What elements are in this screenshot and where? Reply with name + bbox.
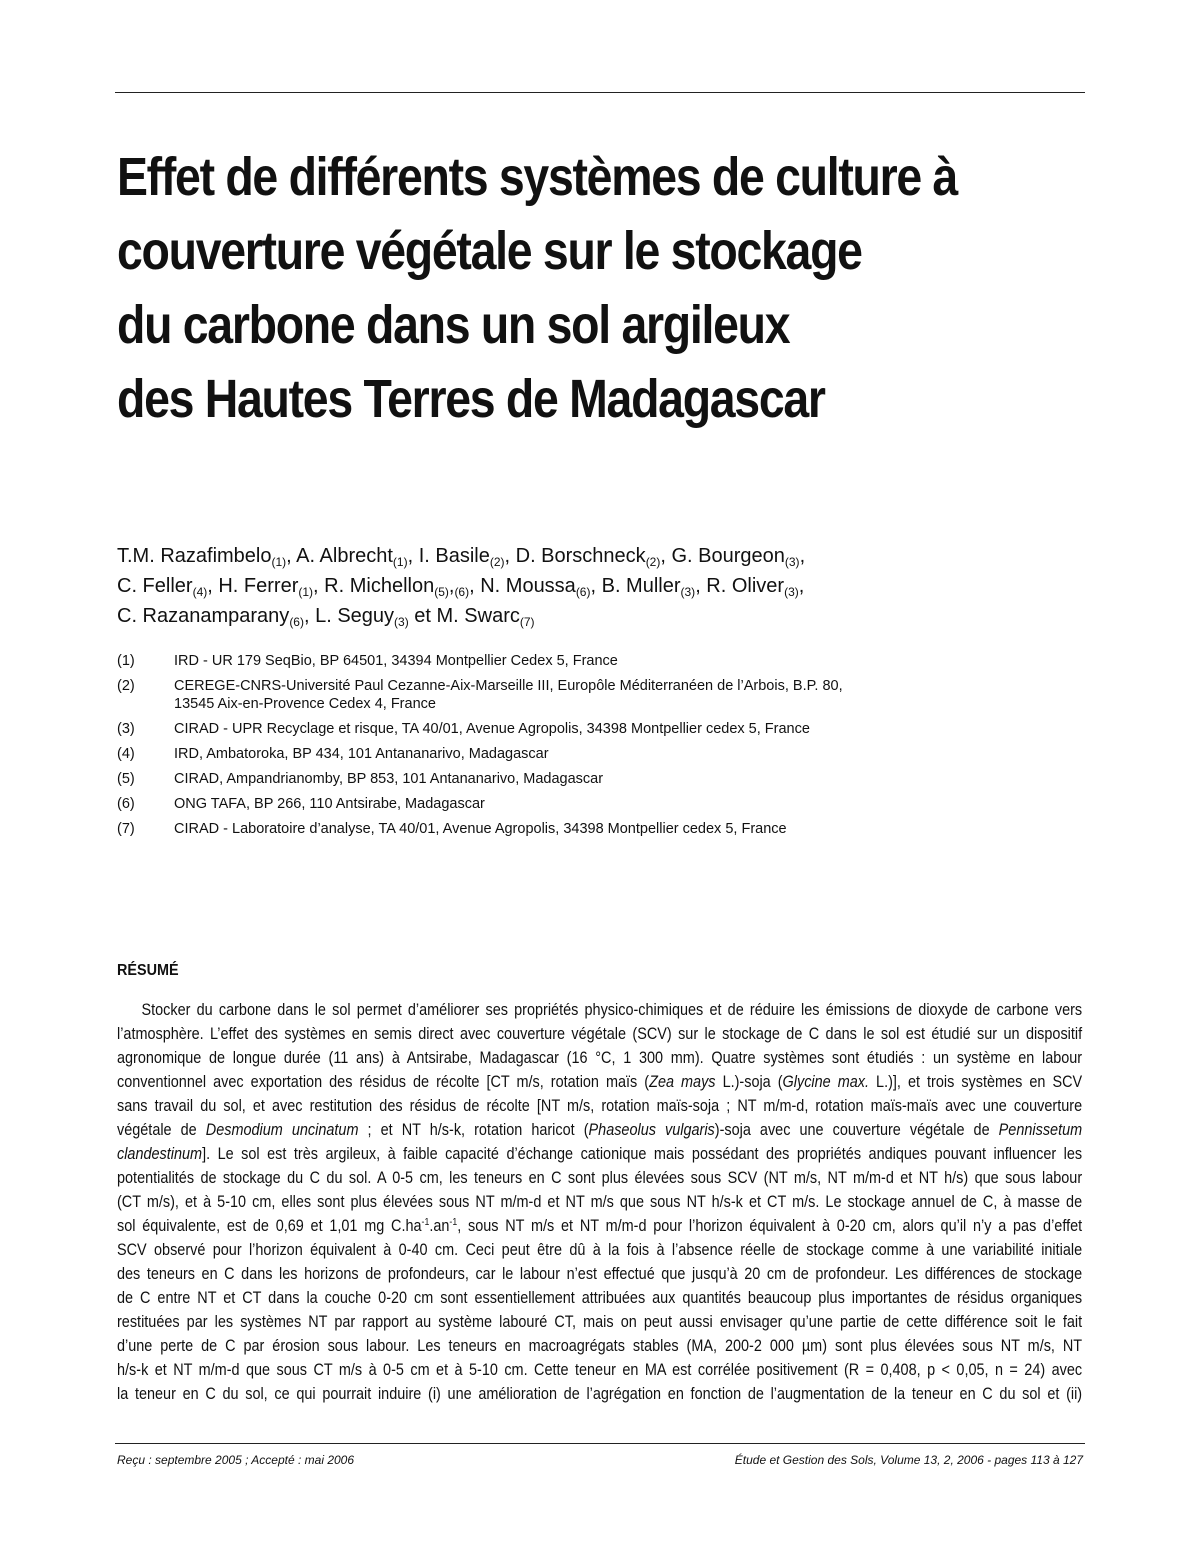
- affiliation-ref: (6): [454, 585, 470, 599]
- separator: ,: [448, 575, 455, 597]
- author-list: [117, 541, 1077, 631]
- affiliation-ref: (3): [680, 585, 696, 599]
- resume-line: [117, 1118, 1082, 1142]
- affiliation-ref: (1): [392, 555, 408, 569]
- resume-line: [117, 1070, 1082, 1094]
- species-name: Pennissetum: [998, 1121, 1083, 1139]
- resume-line: Stocker du carbone dans le sol permet d’améliorer ses propriétés physico-chimiques et de réduire les émissions de dioxyde de carbone vers: [141, 1001, 1083, 1019]
- affiliation-number: (3): [117, 721, 135, 737]
- author-name: , A. Albrecht: [286, 545, 393, 567]
- resume-line: de C entre NT et CT dans la couche 0-20 cm sont essentiellement attribuées aux quantités beaucoup plus importantes de résidus organiques: [117, 1289, 1083, 1307]
- author-name: et M. Swarc: [408, 605, 520, 627]
- affiliation-ref: (6): [289, 615, 304, 629]
- affiliation-item: [117, 652, 1077, 670]
- separator: ,: [799, 545, 806, 567]
- received-accepted-dates: Reçu : septembre 2005 ; Accepté : mai 2006: [117, 1453, 355, 1467]
- affiliation-ref: (1): [271, 555, 287, 569]
- resume-line: restituées par les systèmes NT par rapport au système labouré CT, mais on peut aussi envisager qu’une partie de cette différence soit le fait: [117, 1313, 1083, 1331]
- journal-citation: Étude et Gestion des Sols, Volume 13, 2, 2006 - pages 113 à 127: [734, 1453, 1083, 1467]
- affiliation-text: ONG TAFA, BP 266, 110 Antsirabe, Madagascar: [174, 796, 485, 812]
- resume-line: (CT m/s), et à 5-10 cm, elles sont plus élevées sous NT m/m-d et NT m/s que sous NT h/s-k et CT m/s. Le stockage annuel de C, à masse de: [117, 1193, 1083, 1211]
- author-line: [117, 541, 1077, 571]
- affiliation-ref: (2): [645, 555, 661, 569]
- affiliation-ref: (7): [519, 615, 535, 629]
- separator: ,: [798, 575, 805, 597]
- affiliation-ref: (3): [784, 585, 799, 599]
- affiliation-number: (7): [117, 821, 135, 837]
- affiliation-text-line: CEREGE-CNRS-Université Paul Cezanne-Aix-Marseille III, Europôle Méditerranéen de l’Arbois, B.P. 80,: [174, 678, 843, 694]
- affiliation-number: (4): [117, 746, 135, 762]
- affiliation-item: [117, 720, 1077, 738]
- author-line: [117, 571, 1077, 601]
- text-run: conventionnel avec exportation des résidus de récolte [CT m/s, rotation maïs (: [117, 1073, 650, 1091]
- resume-line: [117, 1214, 1082, 1238]
- affiliation-ref: (2): [489, 555, 505, 569]
- affiliation-ref: (6): [575, 585, 591, 599]
- affiliation-item: [117, 677, 1077, 713]
- text-run: ]. Le sol est très argileux, à faible capacité d’échange cationique mais possédant des propriétés andiques pouvant influencer les: [202, 1145, 1083, 1163]
- resume-line: agronomique de longue durée (11 ans) à Antsirabe, Madagascar (16 °C, 1 300 mm). Quatre systèmes sont étudiés : un système en labour: [117, 1049, 1083, 1067]
- resume-heading: RÉSUMÉ: [117, 962, 179, 979]
- title-line: couverture végétale sur le stockage: [117, 221, 862, 281]
- author-name: T.M. Razafimbelo: [117, 545, 272, 567]
- exponent: -1: [421, 1217, 430, 1228]
- affiliation-number: (2): [117, 678, 135, 694]
- resume-body: [117, 998, 1082, 1406]
- resume-line: l’atmosphère. L’effet des systèmes en semis direct avec couverture végétale (SCV) sur le stockage de C dans le sol est étudié sur un dispositif: [117, 1025, 1083, 1043]
- resume-line: d’une perte de C par érosion sous labour. Les teneurs en macroagrégats stables (MA, 200-2 000 µm) sont plus élevées sous NT m/s, NT: [117, 1337, 1083, 1355]
- author-name: , D. Borschneck: [504, 545, 646, 567]
- text-run: sol équivalente, est de 0,69 et 1,01 mg C.ha: [117, 1217, 422, 1235]
- affiliation-item: [117, 745, 1077, 763]
- top-rule: [115, 92, 1085, 93]
- affiliation-text: IRD, Ambatoroka, BP 434, 101 Antananarivo, Madagascar: [174, 746, 549, 762]
- author-name: C. Razanamparany: [117, 605, 290, 627]
- text-run: , sous NT m/s et NT m/m-d pour l’horizon équivalent à 0-20 cm, alors qu’il n’y a pas d’effet: [457, 1217, 1083, 1235]
- text-run: ; et NT h/s-k, rotation haricot (: [358, 1121, 589, 1139]
- author-name: , L. Seguy: [303, 605, 395, 627]
- exponent: -1: [449, 1217, 458, 1228]
- affiliation-item: [117, 770, 1077, 788]
- author-line: [117, 601, 1077, 631]
- affiliation-number: (1): [117, 653, 135, 669]
- author-name: , I. Basile: [407, 545, 490, 567]
- text-run: L.)-soja (: [715, 1073, 783, 1091]
- affiliation-text: IRD - UR 179 SeqBio, BP 64501, 34394 Montpellier Cedex 5, France: [174, 653, 618, 669]
- affiliation-text: [174, 677, 1077, 713]
- title-line: des Hautes Terres de Madagascar: [117, 369, 825, 429]
- bottom-rule: [115, 1443, 1085, 1444]
- affiliation-ref: (3): [394, 615, 409, 629]
- species-name: Desmodium uncinatum: [205, 1121, 359, 1139]
- affiliation-number: (6): [117, 796, 135, 812]
- author-name: C. Feller: [117, 575, 193, 597]
- affiliation-ref: (4): [192, 585, 208, 599]
- author-name: , N. Moussa: [469, 575, 576, 597]
- resume-line: SCV observé pour l’horizon équivalent à 0-40 cm. Ceci peut être dû à la fois à l’absence réelle de stockage comme à une variabilité initiale: [117, 1241, 1083, 1259]
- text-run: .an: [429, 1217, 450, 1235]
- affiliation-item: [117, 795, 1077, 813]
- title-line: du carbone dans un sol argileux: [117, 295, 790, 355]
- affiliation-text-line: 13545 Aix-en-Provence Cedex 4, France: [174, 696, 436, 712]
- species-name: Zea mays: [649, 1073, 716, 1091]
- resume-line: la teneur en C du sol, ce qui pourrait induire (i) une amélioration de l’agrégation en fonction de l’augmentation de la teneur en C du sol et (ii): [117, 1385, 1083, 1403]
- species-name: Phaseolus vulgaris: [588, 1121, 715, 1139]
- text-run: végétale de: [117, 1121, 206, 1139]
- article-title: [117, 140, 958, 436]
- author-name: , B. Muller: [590, 575, 681, 597]
- text-run: )-soja avec une couverture végétale de: [714, 1121, 999, 1139]
- author-name: , R. Oliver: [695, 575, 785, 597]
- affiliation-ref: (1): [298, 585, 314, 599]
- affiliation-ref: (3): [784, 555, 800, 569]
- resume-line: potentialités de stockage du C du sol. A 0-5 cm, les teneurs en C sont plus élevées sous SCV (NT m/s, NT m/m-d et NT h/s) que sous labour: [117, 1169, 1083, 1187]
- affiliation-list: [117, 652, 1077, 845]
- text-run: L.)], et trois systèmes en SCV: [869, 1073, 1083, 1091]
- title-line: Effet de différents systèmes de culture à: [117, 147, 958, 207]
- affiliation-text: CIRAD - UPR Recyclage et risque, TA 40/01, Avenue Agropolis, 34398 Montpellier cedex 5, France: [174, 721, 810, 737]
- species-name: clandestinum: [117, 1145, 203, 1163]
- affiliation-ref: (5): [434, 585, 449, 599]
- affiliation-number: (5): [117, 771, 135, 787]
- affiliation-text: CIRAD - Laboratoire d’analyse, TA 40/01, Avenue Agropolis, 34398 Montpellier cedex 5, France: [174, 821, 787, 837]
- author-name: , R. Michellon: [313, 575, 435, 597]
- resume-line: sans travail du sol, et avec restitution des résidus de récolte [NT m/s, rotation maïs-soja ; NT m/m-d, rotation maïs-maïs avec une couverture: [117, 1097, 1083, 1115]
- resume-line: [117, 1142, 1082, 1166]
- species-name: Glycine max.: [782, 1073, 870, 1091]
- author-name: , H. Ferrer: [207, 575, 299, 597]
- affiliation-text: CIRAD, Ampandrianomby, BP 853, 101 Antananarivo, Madagascar: [174, 771, 604, 787]
- resume-line: h/s-k et NT m/m-d que sous CT m/s à 0-5 cm et à 5-10 cm. Cette teneur en MA est corrélée positivement (R = 0,408, p < 0,05, n = 24) avec: [117, 1361, 1083, 1379]
- affiliation-item: [117, 820, 1077, 838]
- author-name: , G. Bourgeon: [660, 545, 785, 567]
- resume-line: des teneurs en C dans les horizons de profondeurs, car le labour n’est effectué que jusqu’à 20 cm de profondeur. Les différences de stockage: [117, 1265, 1083, 1283]
